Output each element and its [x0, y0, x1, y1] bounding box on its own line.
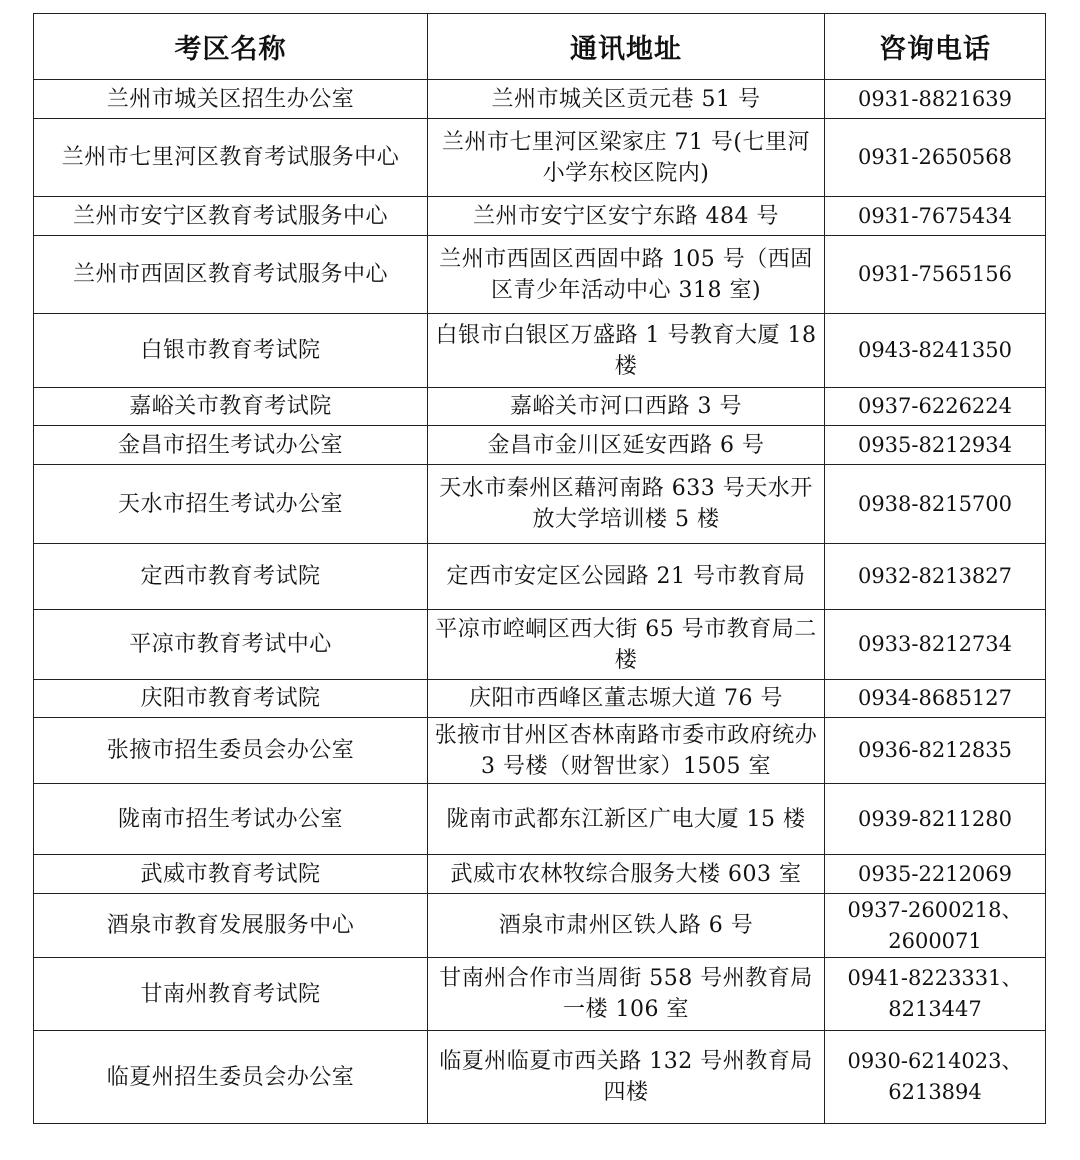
exam-area-name-cell: 定西市教育考试院 [34, 544, 428, 610]
inquiry-phone-cell: 0931-8821639 [825, 80, 1046, 119]
exam-area-name-cell: 平凉市教育考试中心 [34, 610, 428, 680]
inquiry-phone-cell: 0931-2650568 [825, 119, 1046, 197]
exam-area-name-cell: 天水市招生考试办公室 [34, 465, 428, 544]
mailing-address-cell: 兰州市西固区西固中路 105 号（西固区青少年活动中心 318 室) [428, 236, 825, 314]
inquiry-phone-cell: 0937-2600218、2600071 [825, 894, 1046, 958]
exam-area-name-cell: 临夏州招生委员会办公室 [34, 1031, 428, 1124]
inquiry-phone-cell: 0941-8223331、8213447 [825, 958, 1046, 1031]
table-row [34, 119, 1046, 197]
mailing-address-cell: 甘南州合作市当周街 558 号州教育局一楼 106 室 [428, 958, 825, 1031]
table-header [34, 14, 1046, 80]
exam-area-name-cell: 嘉峪关市教育考试院 [34, 388, 428, 426]
table-row [34, 388, 1046, 426]
mailing-address-cell: 兰州市城关区贡元巷 51 号 [428, 80, 825, 119]
inquiry-phone-cell: 0937-6226224 [825, 388, 1046, 426]
table-row [34, 197, 1046, 236]
mailing-address-cell: 张掖市甘州区杏林南路市委市政府统办 3 号楼（财智世家）1505 室 [428, 718, 825, 784]
table-row [34, 465, 1046, 544]
table-row [34, 718, 1046, 784]
mailing-address-cell: 武威市农林牧综合服务大楼 603 室 [428, 855, 825, 894]
exam-area-name-cell: 兰州市西固区教育考试服务中心 [34, 236, 428, 314]
inquiry-phone-cell: 0943-8241350 [825, 314, 1046, 388]
mailing-address-cell: 金昌市金川区延安西路 6 号 [428, 426, 825, 465]
mailing-address-cell: 定西市安定区公园路 21 号市教育局 [428, 544, 825, 610]
table-row [34, 544, 1046, 610]
mailing-address-cell: 兰州市七里河区梁家庄 71 号(七里河小学东校区院内) [428, 119, 825, 197]
exam-area-name-cell: 庆阳市教育考试院 [34, 680, 428, 718]
exam-area-name-cell: 白银市教育考试院 [34, 314, 428, 388]
mailing-address-cell: 嘉峪关市河口西路 3 号 [428, 388, 825, 426]
inquiry-phone-cell: 0933-8212734 [825, 610, 1046, 680]
table-row [34, 855, 1046, 894]
exam-area-name-cell: 张掖市招生委员会办公室 [34, 718, 428, 784]
exam-area-name-cell: 陇南市招生考试办公室 [34, 784, 428, 855]
table-row [34, 610, 1046, 680]
header-inquiry-phone: 咨询电话 [825, 14, 1046, 80]
exam-area-name-cell: 兰州市城关区招生办公室 [34, 80, 428, 119]
exam-area-name-cell: 酒泉市教育发展服务中心 [34, 894, 428, 958]
mailing-address-cell: 临夏州临夏市西关路 132 号州教育局四楼 [428, 1031, 825, 1124]
exam-area-name-cell: 兰州市安宁区教育考试服务中心 [34, 197, 428, 236]
inquiry-phone-cell: 0931-7675434 [825, 197, 1046, 236]
mailing-address-cell: 酒泉市肃州区铁人路 6 号 [428, 894, 825, 958]
mailing-address-cell: 白银市白银区万盛路 1 号教育大厦 18 楼 [428, 314, 825, 388]
table-row [34, 1031, 1046, 1124]
table-row [34, 314, 1046, 388]
header-mailing-address: 通讯地址 [428, 14, 825, 80]
inquiry-phone-cell: 0938-8215700 [825, 465, 1046, 544]
exam-office-contact-table [33, 13, 1046, 1124]
inquiry-phone-cell: 0930-6214023、6213894 [825, 1031, 1046, 1124]
mailing-address-cell: 天水市秦州区藉河南路 633 号天水开放大学培训楼 5 楼 [428, 465, 825, 544]
inquiry-phone-cell: 0934-8685127 [825, 680, 1046, 718]
inquiry-phone-cell: 0936-8212835 [825, 718, 1046, 784]
inquiry-phone-cell: 0935-2212069 [825, 855, 1046, 894]
table-row [34, 426, 1046, 465]
table-row [34, 236, 1046, 314]
exam-area-name-cell: 金昌市招生考试办公室 [34, 426, 428, 465]
mailing-address-cell: 平凉市崆峒区西大街 65 号市教育局二楼 [428, 610, 825, 680]
header-exam-area-name: 考区名称 [34, 14, 428, 80]
mailing-address-cell: 兰州市安宁区安宁东路 484 号 [428, 197, 825, 236]
table-row [34, 894, 1046, 958]
mailing-address-cell: 陇南市武都东江新区广电大厦 15 楼 [428, 784, 825, 855]
inquiry-phone-cell: 0931-7565156 [825, 236, 1046, 314]
inquiry-phone-cell: 0935-8212934 [825, 426, 1046, 465]
table-row [34, 80, 1046, 119]
exam-area-name-cell: 甘南州教育考试院 [34, 958, 428, 1031]
mailing-address-cell: 庆阳市西峰区董志塬大道 76 号 [428, 680, 825, 718]
inquiry-phone-cell: 0932-8213827 [825, 544, 1046, 610]
table-row [34, 680, 1046, 718]
header-row [34, 14, 1046, 80]
table-row [34, 784, 1046, 855]
exam-area-name-cell: 武威市教育考试院 [34, 855, 428, 894]
table-body [34, 80, 1046, 1124]
exam-area-name-cell: 兰州市七里河区教育考试服务中心 [34, 119, 428, 197]
inquiry-phone-cell: 0939-8211280 [825, 784, 1046, 855]
table-row [34, 958, 1046, 1031]
